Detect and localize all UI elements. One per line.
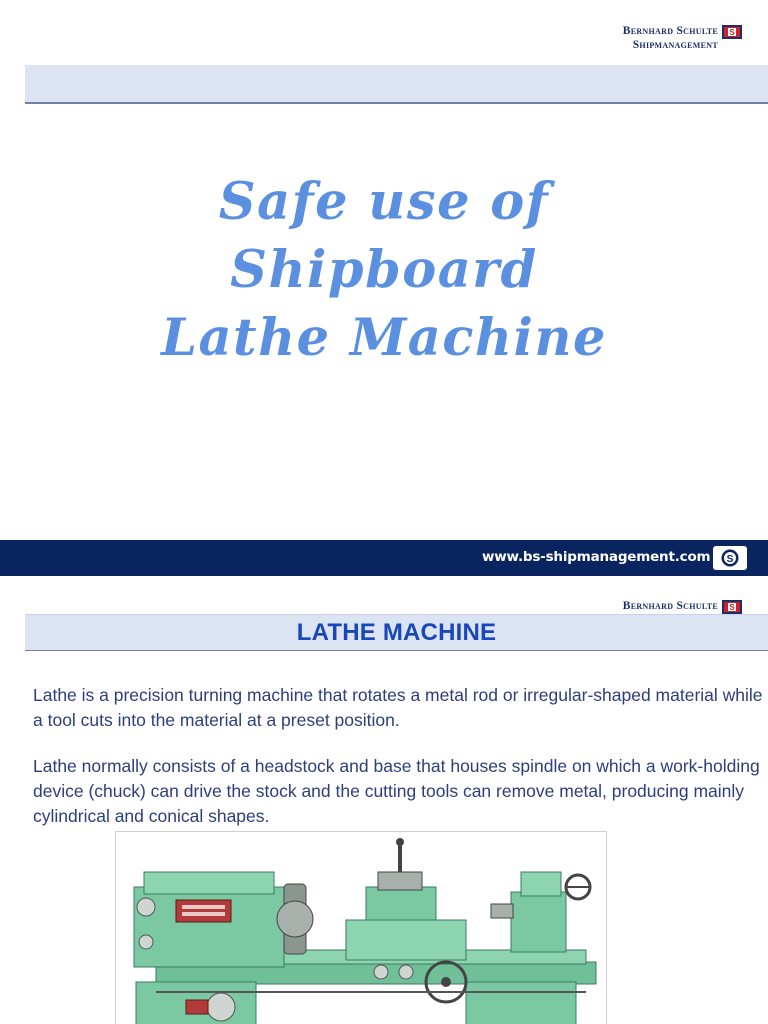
slide-gap bbox=[0, 576, 768, 588]
content-slide bbox=[0, 588, 768, 1024]
brand-line-1: Bernhard Schulte bbox=[622, 600, 718, 612]
lathe-machine-image bbox=[115, 831, 607, 1024]
slide-heading: LATHE MACHINE bbox=[296, 618, 497, 646]
lathe-machine-illustration bbox=[116, 832, 606, 1024]
header-band bbox=[25, 65, 768, 104]
heading-band bbox=[25, 614, 768, 651]
brand-line-2: Shipmanagement bbox=[632, 39, 718, 51]
company-logo-icon bbox=[713, 546, 747, 570]
title-line-2: Shipboard bbox=[230, 240, 538, 300]
title-line-1: Safe use of bbox=[218, 172, 550, 232]
flag-letter: S bbox=[729, 28, 735, 37]
footer-url[interactable]: www.bs-shipmanagement.com bbox=[482, 549, 711, 565]
paragraph-1: Lathe is a precision turning machine that rotates a metal rod or irregular-shaped material while a tool cuts into the material at a preset position. bbox=[33, 685, 763, 730]
brand-logo bbox=[623, 24, 742, 52]
brand-line-1: Bernhard Schulte bbox=[622, 25, 718, 37]
logo-letter: S bbox=[726, 554, 734, 565]
slide-title bbox=[0, 168, 768, 372]
brand-text bbox=[623, 24, 718, 52]
paragraph-2: Lathe normally consists of a headstock and base that houses spindle on which a work-holding device (chuck) can drive the stock and the cutting tools can remove metal, producing mainly cylindrical and conical shapes. bbox=[33, 756, 760, 826]
company-flag-icon bbox=[722, 25, 742, 39]
footer-bar bbox=[0, 540, 768, 576]
company-flag-icon bbox=[722, 600, 742, 614]
flag-letter: S bbox=[729, 603, 735, 612]
title-line-3: Lathe Machine bbox=[161, 308, 607, 368]
